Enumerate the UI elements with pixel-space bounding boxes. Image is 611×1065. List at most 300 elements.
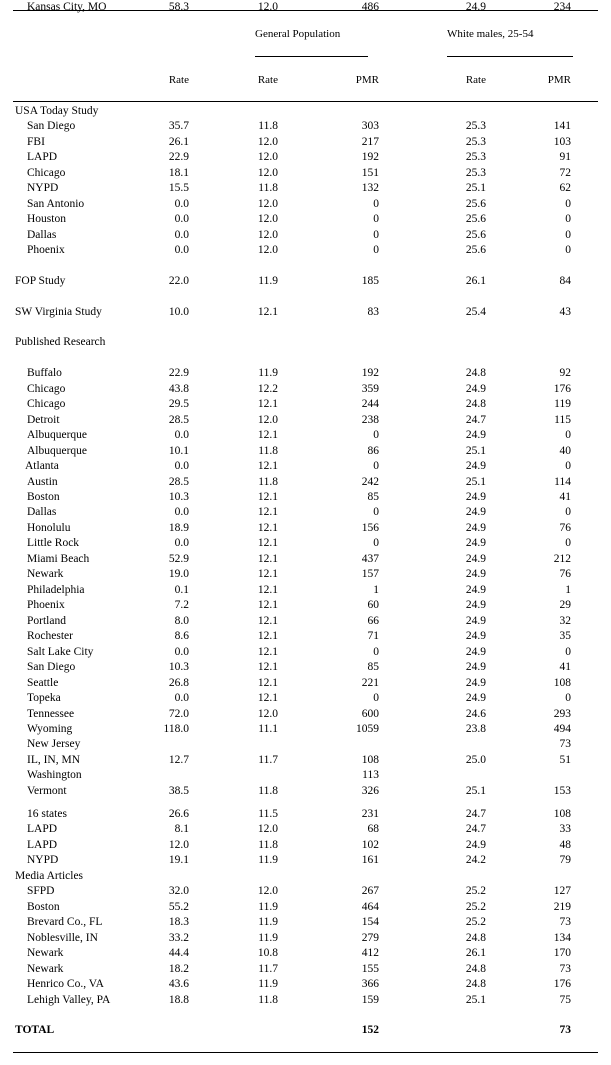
table-row <box>0 931 611 946</box>
row-label: Houston <box>27 213 66 225</box>
cell-gen-rate: 12.1 <box>257 568 278 580</box>
cell-wm-pmr: 91 <box>559 151 571 163</box>
cell-wm-rate: 26.1 <box>465 947 486 959</box>
cell-gen-rate: 12.1 <box>257 646 278 658</box>
row-label: Newark <box>27 568 64 580</box>
cell-rate: 8.0 <box>174 615 189 627</box>
cell-gen-pmr: 155 <box>361 963 379 975</box>
cell-wm-rate: 25.6 <box>465 244 486 256</box>
cell-wm-rate: 23.8 <box>465 723 486 735</box>
cell-rate: 8.6 <box>174 630 189 642</box>
cell-wm-rate: 24.8 <box>465 367 486 379</box>
cell-wm-rate: 24.9 <box>465 661 486 673</box>
table-row <box>0 838 611 853</box>
cell-gen-pmr: 68 <box>367 823 379 835</box>
cell-wm-pmr: 35 <box>559 630 571 642</box>
table-row <box>0 884 611 899</box>
cell-gen-pmr: 221 <box>361 677 379 689</box>
cell-wm-pmr: 234 <box>553 1 571 13</box>
cell-rate: 55.2 <box>168 901 189 913</box>
cell-wm-pmr: 0 <box>565 213 571 225</box>
cell-wm-rate: 24.8 <box>465 978 486 990</box>
cell-rate: 118.0 <box>163 723 189 735</box>
cell-gen-pmr: 0 <box>373 429 379 441</box>
cell-rate: 18.8 <box>168 994 189 1006</box>
cell-gen-pmr: 85 <box>367 661 379 673</box>
cell-gen-rate: 12.1 <box>257 630 278 642</box>
cell-gen-pmr: 132 <box>361 182 379 194</box>
cell-rate: 18.3 <box>168 916 189 928</box>
cell-gen-pmr: 217 <box>361 136 379 148</box>
cell-gen-rate: 12.0 <box>257 167 278 179</box>
table-row <box>0 962 611 977</box>
row-label: San Antonio <box>27 198 85 210</box>
cell-gen-rate: 12.0 <box>257 229 278 241</box>
cell-gen-pmr: 231 <box>361 808 379 820</box>
cell-gen-rate: 12.1 <box>257 522 278 534</box>
table-row <box>0 475 611 490</box>
row-label: Newark <box>27 947 64 959</box>
cell-gen-pmr: 83 <box>367 306 379 318</box>
cell-gen-rate: 12.1 <box>257 429 278 441</box>
row-label: Portland <box>27 615 66 627</box>
cell-rate: 0.0 <box>174 460 189 472</box>
table-row <box>0 993 611 1008</box>
cell-wm-rate: 24.9 <box>465 599 486 611</box>
cell-wm-pmr: 76 <box>559 568 571 580</box>
cell-gen-rate: 11.9 <box>258 901 278 913</box>
section-row <box>0 305 611 320</box>
row-label: Washington <box>27 769 82 781</box>
cell-gen-pmr: 0 <box>373 460 379 472</box>
cell-gen-rate: 12.0 <box>257 136 278 148</box>
cell-gen-rate: 11.8 <box>258 476 278 488</box>
row-label: Brevard Co., FL <box>27 916 103 928</box>
cell-wm-pmr: 73 <box>559 963 571 975</box>
cell-rate: 10.0 <box>168 306 189 318</box>
table-row <box>0 490 611 505</box>
cell-wm-pmr: 41 <box>559 661 571 673</box>
table-row <box>0 737 611 752</box>
cell-wm-pmr: 84 <box>559 275 571 287</box>
cell-gen-pmr: 108 <box>361 754 379 766</box>
cell-wm-pmr: 41 <box>559 491 571 503</box>
cell-gen-rate: 11.9 <box>258 367 278 379</box>
row-label: Dallas <box>27 229 57 241</box>
cell-wm-pmr: 48 <box>559 839 571 851</box>
table-row <box>0 722 611 737</box>
section-label: SW Virginia Study <box>15 306 102 318</box>
table-row <box>0 459 611 474</box>
cell-wm-rate: 24.9 <box>465 615 486 627</box>
cell-rate: 72.0 <box>168 708 189 720</box>
header-rate-1: Rate <box>168 74 189 86</box>
cell-wm-rate: 25.3 <box>465 167 486 179</box>
row-label: San Diego <box>27 120 76 132</box>
cell-wm-rate: 24.9 <box>465 692 486 704</box>
row-label: Chicago <box>27 383 66 395</box>
cell-rate: 0.0 <box>174 244 189 256</box>
table-row <box>0 753 611 768</box>
cell-wm-rate: 24.2 <box>465 854 486 866</box>
row-label: Rochester <box>27 630 73 642</box>
table-row <box>0 660 611 675</box>
row-label: FBI <box>27 136 45 148</box>
cell-gen-rate: 12.1 <box>257 584 278 596</box>
cell-gen-rate: 12.1 <box>257 599 278 611</box>
cell-gen-rate: 12.1 <box>257 661 278 673</box>
cell-rate: 15.5 <box>168 182 189 194</box>
row-label: Chicago <box>27 398 66 410</box>
row-label: SFPD <box>27 885 55 897</box>
table-row <box>0 366 611 381</box>
cell-wm-pmr: 170 <box>553 947 571 959</box>
total-pmr-general: 152 <box>361 1024 379 1036</box>
cell-rate: 0.0 <box>174 646 189 658</box>
row-label: LAPD <box>27 151 58 163</box>
table-row <box>0 900 611 915</box>
cell-wm-rate: 24.9 <box>465 584 486 596</box>
cell-wm-rate: 25.0 <box>465 754 486 766</box>
table-row <box>0 212 611 227</box>
row-label: New Jersey <box>27 738 81 750</box>
cell-gen-rate: 12.0 <box>257 823 278 835</box>
cell-gen-pmr: 326 <box>361 785 379 797</box>
cell-wm-pmr: 108 <box>553 808 571 820</box>
table-row <box>0 428 611 443</box>
section-row <box>0 869 611 884</box>
cell-rate: 7.2 <box>174 599 189 611</box>
row-label: Dallas <box>27 506 57 518</box>
cell-gen-pmr: 161 <box>361 854 379 866</box>
cell-rate: 22.9 <box>168 367 189 379</box>
cell-gen-pmr: 157 <box>361 568 379 580</box>
cell-wm-pmr: 114 <box>554 476 571 488</box>
cell-gen-rate: 11.8 <box>258 994 278 1006</box>
table-row <box>0 521 611 536</box>
row-label: Miami Beach <box>27 553 90 565</box>
cell-rate: 26.8 <box>168 677 189 689</box>
cell-wm-pmr: 115 <box>554 414 571 426</box>
cell-rate: 0.0 <box>174 692 189 704</box>
cell-wm-pmr: 62 <box>559 182 571 194</box>
table-row <box>0 853 611 868</box>
cell-wm-rate: 24.9 <box>465 429 486 441</box>
cell-wm-rate: 25.3 <box>465 136 486 148</box>
row-label: IL, IN, MN <box>27 754 81 766</box>
cell-gen-rate: 12.0 <box>257 151 278 163</box>
cell-rate: 18.2 <box>168 963 189 975</box>
cell-gen-pmr: 0 <box>373 646 379 658</box>
bottom-rule <box>13 1052 598 1053</box>
cell-gen-rate: 11.9 <box>258 978 278 990</box>
cell-gen-pmr: 359 <box>361 383 379 395</box>
cell-rate: 10.3 <box>168 491 189 503</box>
row-label: Topeka <box>27 692 61 704</box>
table-row <box>0 645 611 660</box>
cell-wm-rate: 25.2 <box>465 885 486 897</box>
header-pmr-3: PMR <box>547 74 571 86</box>
cell-gen-rate: 12.0 <box>257 213 278 225</box>
table-row <box>0 629 611 644</box>
cell-gen-rate: 11.1 <box>258 723 278 735</box>
cell-wm-rate: 25.4 <box>465 306 486 318</box>
table-row <box>0 444 611 459</box>
row-label: NYPD <box>27 854 59 866</box>
cell-gen-rate: 11.8 <box>258 182 278 194</box>
cell-wm-rate: 24.9 <box>465 630 486 642</box>
cell-gen-pmr: 303 <box>361 120 379 132</box>
cell-gen-pmr: 0 <box>373 506 379 518</box>
cell-wm-pmr: 73 <box>559 738 571 750</box>
cell-gen-rate: 11.9 <box>258 932 278 944</box>
cell-wm-rate: 25.3 <box>465 151 486 163</box>
cell-wm-pmr: 0 <box>565 229 571 241</box>
table-row <box>0 228 611 243</box>
cell-gen-rate: 10.8 <box>257 947 278 959</box>
cell-wm-rate: 24.9 <box>465 522 486 534</box>
cell-gen-rate: 12.1 <box>257 677 278 689</box>
cell-gen-pmr: 0 <box>373 213 379 225</box>
cell-rate: 43.6 <box>168 978 189 990</box>
table-row <box>0 536 611 551</box>
cell-gen-rate: 12.1 <box>257 398 278 410</box>
cell-wm-pmr: 73 <box>559 916 571 928</box>
cell-rate: 12.0 <box>168 839 189 851</box>
total-label: TOTAL <box>15 1024 55 1036</box>
cell-gen-pmr: 113 <box>362 769 379 781</box>
table-row <box>0 707 611 722</box>
cell-rate: 33.2 <box>168 932 189 944</box>
cell-gen-pmr: 71 <box>367 630 379 642</box>
cell-wm-pmr: 219 <box>553 901 571 913</box>
cell-wm-rate: 24.8 <box>465 398 486 410</box>
cell-wm-pmr: 0 <box>565 429 571 441</box>
cell-wm-pmr: 29 <box>559 599 571 611</box>
row-label: Seattle <box>27 677 59 689</box>
cell-rate: 28.5 <box>168 414 189 426</box>
cell-wm-pmr: 293 <box>553 708 571 720</box>
cell-rate: 35.7 <box>168 120 189 132</box>
row-label: Austin <box>27 476 58 488</box>
cell-gen-pmr: 0 <box>373 537 379 549</box>
cell-rate: 0.0 <box>174 537 189 549</box>
cell-wm-rate: 25.2 <box>465 901 486 913</box>
cell-wm-pmr: 141 <box>553 120 571 132</box>
cell-wm-rate: 25.1 <box>465 445 486 457</box>
cell-gen-rate: 11.9 <box>258 916 278 928</box>
cell-wm-pmr: 75 <box>559 994 571 1006</box>
cell-gen-rate: 11.8 <box>258 785 278 797</box>
table-row <box>0 119 611 134</box>
cell-wm-rate: 24.9 <box>465 491 486 503</box>
cell-gen-pmr: 151 <box>361 167 379 179</box>
cell-gen-pmr: 60 <box>367 599 379 611</box>
cell-wm-pmr: 43 <box>559 306 571 318</box>
cell-rate: 10.1 <box>168 445 189 457</box>
cell-wm-rate: 24.9 <box>465 537 486 549</box>
cell-rate: 18.9 <box>168 522 189 534</box>
row-label: Boston <box>27 491 60 503</box>
table-row <box>0 946 611 961</box>
cell-gen-pmr: 159 <box>361 994 379 1006</box>
cell-gen-pmr: 437 <box>361 553 379 565</box>
cell-rate: 52.9 <box>168 553 189 565</box>
row-label: Atlanta <box>25 460 59 472</box>
table-row <box>0 807 611 822</box>
row-label: NYPD <box>27 182 59 194</box>
header-white-males-rule <box>447 56 573 57</box>
cell-gen-rate: 12.0 <box>257 198 278 210</box>
cell-wm-rate: 24.9 <box>465 677 486 689</box>
cell-wm-pmr: 0 <box>565 244 571 256</box>
table-row <box>0 243 611 258</box>
cell-rate: 43.8 <box>168 383 189 395</box>
cell-gen-rate: 12.1 <box>257 506 278 518</box>
cell-wm-rate: 24.7 <box>465 823 486 835</box>
row-label: Phoenix <box>27 599 65 611</box>
cell-gen-rate: 12.2 <box>257 383 278 395</box>
cell-gen-rate: 11.9 <box>258 854 278 866</box>
cell-gen-rate: 12.1 <box>257 306 278 318</box>
header-pmr-2: PMR <box>355 74 379 86</box>
table-row <box>0 197 611 212</box>
row-label: Henrico Co., VA <box>27 978 104 990</box>
cell-rate: 44.4 <box>168 947 189 959</box>
cell-gen-rate: 12.1 <box>257 537 278 549</box>
table-row <box>0 397 611 412</box>
row-label: Albuquerque <box>27 445 88 457</box>
cell-wm-rate: 25.6 <box>465 229 486 241</box>
cell-gen-pmr: 0 <box>373 229 379 241</box>
row-label: Noblesville, IN <box>27 932 98 944</box>
cell-gen-pmr: 0 <box>373 692 379 704</box>
cell-wm-pmr: 92 <box>559 367 571 379</box>
row-label: Newark <box>27 963 64 975</box>
header-rule <box>13 101 598 102</box>
row-label: Salt Lake City <box>27 646 94 658</box>
cell-wm-pmr: 153 <box>553 785 571 797</box>
cell-gen-rate: 12.1 <box>257 491 278 503</box>
cell-wm-pmr: 176 <box>553 383 571 395</box>
row-label: 16 states <box>27 808 67 820</box>
cell-rate: 38.5 <box>168 785 189 797</box>
table-row <box>0 135 611 150</box>
cell-gen-rate: 11.7 <box>258 754 278 766</box>
cell-rate: 26.6 <box>168 808 189 820</box>
cell-gen-pmr: 1059 <box>356 723 379 735</box>
cell-gen-rate: 12.0 <box>257 244 278 256</box>
row-label: Lehigh Valley, PA <box>27 994 111 1006</box>
cell-rate: 0.0 <box>174 229 189 241</box>
cell-gen-pmr: 154 <box>361 916 379 928</box>
cell-rate: 10.3 <box>168 661 189 673</box>
row-label: Phoenix <box>27 244 65 256</box>
cell-gen-pmr: 185 <box>361 275 379 287</box>
cell-gen-pmr: 1 <box>373 584 379 596</box>
cell-wm-pmr: 33 <box>559 823 571 835</box>
cell-wm-pmr: 51 <box>559 754 571 766</box>
table-row <box>0 691 611 706</box>
cell-gen-rate: 11.8 <box>258 445 278 457</box>
cell-gen-pmr: 66 <box>367 615 379 627</box>
cell-wm-rate: 25.1 <box>465 182 486 194</box>
cell-wm-pmr: 76 <box>559 522 571 534</box>
cell-wm-pmr: 212 <box>553 553 571 565</box>
row-label: Albuquerque <box>27 429 88 441</box>
table-row <box>0 977 611 992</box>
row-label: Detroit <box>27 414 60 426</box>
table-row <box>0 505 611 520</box>
cell-gen-pmr: 366 <box>361 978 379 990</box>
cell-gen-pmr: 600 <box>361 708 379 720</box>
cell-wm-rate: 24.7 <box>465 414 486 426</box>
cell-rate: 58.3 <box>168 1 189 13</box>
cell-wm-rate: 24.8 <box>465 963 486 975</box>
table-row <box>0 567 611 582</box>
cell-gen-pmr: 0 <box>373 244 379 256</box>
cell-rate: 0.0 <box>174 506 189 518</box>
table-row <box>0 150 611 165</box>
cell-wm-rate: 24.9 <box>465 1 486 13</box>
cell-gen-pmr: 412 <box>361 947 379 959</box>
section-label: FOP Study <box>15 275 66 287</box>
section-label: Media Articles <box>15 870 84 882</box>
row-label: Little Rock <box>27 537 80 549</box>
header-white-males: White males, 25-54 <box>447 28 534 40</box>
row-label: Honolulu <box>27 522 71 534</box>
table-row <box>0 0 611 15</box>
table-row <box>0 181 611 196</box>
table-row <box>0 915 611 930</box>
cell-gen-pmr: 244 <box>361 398 379 410</box>
table-row <box>0 583 611 598</box>
table-row <box>0 166 611 181</box>
cell-gen-pmr: 192 <box>361 151 379 163</box>
cell-rate: 29.5 <box>168 398 189 410</box>
cell-gen-rate: 11.5 <box>258 808 278 820</box>
total-pmr-white-males: 73 <box>559 1024 571 1036</box>
section-row <box>0 274 611 289</box>
cell-gen-pmr: 192 <box>361 367 379 379</box>
cell-wm-pmr: 72 <box>559 167 571 179</box>
cell-gen-pmr: 464 <box>361 901 379 913</box>
cell-wm-rate: 26.1 <box>465 275 486 287</box>
cell-gen-pmr: 279 <box>361 932 379 944</box>
cell-rate: 26.1 <box>168 136 189 148</box>
cell-wm-pmr: 119 <box>554 398 571 410</box>
cell-rate: 22.9 <box>168 151 189 163</box>
row-label: San Diego <box>27 661 76 673</box>
table-row <box>0 822 611 837</box>
cell-wm-pmr: 134 <box>553 932 571 944</box>
cell-rate: 12.7 <box>168 754 189 766</box>
cell-wm-pmr: 40 <box>559 445 571 457</box>
cell-gen-pmr: 85 <box>367 491 379 503</box>
header-rate-2: Rate <box>257 74 278 86</box>
cell-rate: 19.1 <box>168 854 189 866</box>
cell-wm-pmr: 127 <box>553 885 571 897</box>
header-general-population-rule <box>255 56 368 57</box>
cell-gen-rate: 11.9 <box>258 275 278 287</box>
cell-wm-rate: 25.3 <box>465 120 486 132</box>
header-general-population: General Population <box>255 28 341 40</box>
cell-wm-rate: 24.8 <box>465 932 486 944</box>
section-row <box>0 104 611 119</box>
table-row <box>0 676 611 691</box>
cell-gen-pmr: 0 <box>373 198 379 210</box>
row-label: Philadelphia <box>27 584 85 596</box>
